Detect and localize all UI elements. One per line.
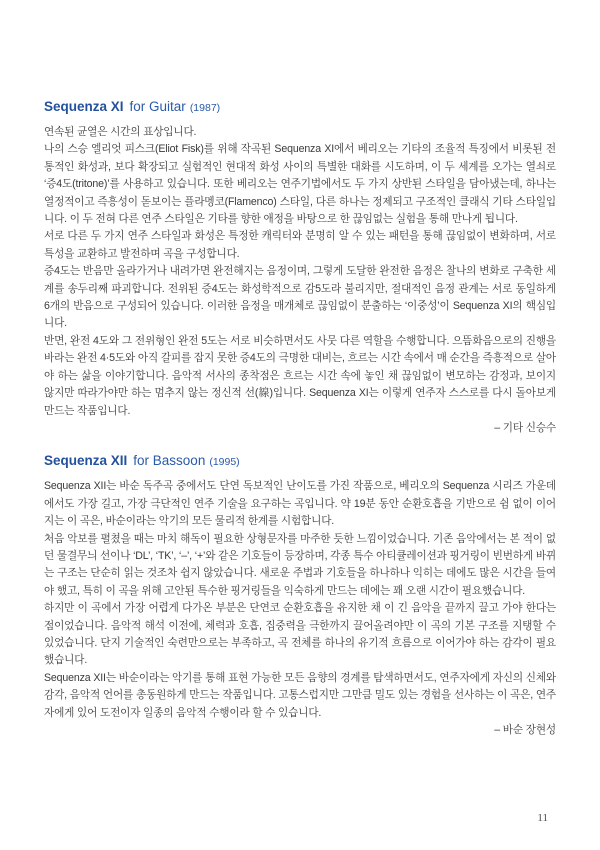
section-sequenza-xii: [44, 452, 556, 739]
paragraph: Sequenza XII는 바순 독주곡 중에서도 단연 독보적인 난이도를 가진 작품으로, 베리오의 Sequenza 시리즈 가운데에서도 가장 길고, 가장 극단적인 연주 기술을 요구하는 곡입니다. 약 19분 동안 순환호흡을 기반으로 쉼 없이 이어지는 이 곡은, 바순이라는 악기의 모든 물리적 한계를 시험합니다.: [44, 480, 556, 528]
work-title: Sequenza XI: [44, 99, 124, 114]
paragraph: 증4도는 반음만 올라가거나 내려가면 완전해지는 음정이며, 그렇게 도달한 완전한 음정은 찰나의 변화로 구축한 세계를 송두리째 파괴합니다. 전위된 증4도는 화성학적으로 감5도라 불리지만, 절대적인 음정 관계는 서로 동일하게 6개의 반음으로 구성되어 있습니다. 이러한 음정을 매개체로 끊임없이 분출하는 ‘이중성’이 Sequenza XI의 핵심입니다.: [44, 265, 556, 330]
paragraph: 서로 다른 두 가지 연주 스타일과 화성은 특정한 캐릭터와 분명히 알 수 있는 패턴을 통해 끊임없이 변화하며, 서로 특성을 교환하고 발전하며 곡을 구성합니다.: [44, 230, 556, 260]
paragraph: 처음 악보를 펼쳤을 때는 마치 해독이 필요한 상형문자를 마주한 듯한 느낌이었습니다. 기존 음악에서는 본 적이 없던 물결무늬 선이나 ‘DL’, ‘TK’, ‘–’, ‘+’와 같은 기호들이 등장하며, 각종 특수 아티큘레이션과 핑거링이 빈번하게 바뀌는 구조는 단순히 읽는 것조차 쉽지 않았습니다. 새로운 주법과 기호들을 하나하나 익히는 데에도 많은 시간을 들여야 했고, 특히 이 곡을 위해 고안된 특수한 핑거링들을 익숙하게 만드는 데에는 꽤 오랜 시간이 필요했습니다.: [44, 532, 556, 597]
section-sequenza-xi: [44, 98, 556, 437]
page-number: 11: [537, 812, 548, 824]
signature-bassoon: – 바순 장현성: [494, 724, 556, 736]
paragraph: 연속된 균열은 시간의 표상입니다.: [44, 126, 197, 138]
work-instrument: for Bassoon: [133, 453, 206, 469]
work-title: Sequenza XII: [44, 453, 128, 469]
section-title-sequenza-xii: [44, 452, 556, 471]
work-instrument: for Guitar: [129, 99, 186, 114]
paragraph: 반면, 완전 4도와 그 전위형인 완전 5도는 서로 비슷하면서도 사뭇 다른 역할을 수행합니다. 으뜸화음으로의 진행을 바라는 완전 4·5도와 아직 갈피를 잡지 못한 증4도의 극명한 대비는, 흐르는 시간 속에서 매 순간을 즉흥적으로 살아야 하는 삶을 이야기합니다. 음악적 서사의 종착점은 흐르는 시간 속에 놓인 채 끊임없이 변모하는 감정과, 보이지 않지만 따라가야만 하는 멈추지 않는 정신적 선(線)입니다. Sequenza XI는 이렇게 연주자 스스로를 다시 돌아보게 만드는 작품입니다.: [44, 334, 556, 417]
signature-guitar: – 기타 신승수: [494, 421, 556, 434]
work-year: (1987): [189, 102, 221, 114]
paragraph: Sequenza XII는 바순이라는 악기를 통해 표현 가능한 모든 음향의 경계를 탐색하면서도, 연주자에게 자신의 신체와 감각, 음악적 언어를 총동원하게 만드는 작품입니다. 고통스럽지만 그만큼 밀도 있는 경험을 선사하는 이 곡은, 연주자에게 있어 도전이자 일종의 음악적 수행이라 할 수 있습니다.: [44, 671, 556, 719]
paragraph: 나의 스승 엘리엇 피스크(Eliot Fisk)를 위해 작곡된 Sequenza XI에서 베리오는 기타의 조율적 특징에서 비롯된 전통적인 화성과, 보다 확장되고 실험적인 현대적 화성 사이의 특별한 대화를 시도하며, 이 두 세계를 오가는 열쇠로 ‘증4도(tritone)’를 사용하고 있습니다. 또한 베리오는 연주기법에서도 두 가지 상반된 스타일을 담아냈는데, 하나는 열정적이고 즉흥성이 돋보이는 플라멩코(Flamenco) 스타일, 다른 하나는 정제되고 구조적인 클래식 기타 스타일입니다. 이 두 전혀 다른 연주 스타일은 기타를 향한 애정을 바탕으로 한 끊임없는 실험을 통해 만나게 됩니다.: [44, 143, 556, 226]
paragraph: 하지만 이 곡에서 가장 어렵게 다가온 부분은 단연코 순환호흡을 유지한 채 이 긴 음악을 끝까지 끌고 가야 한다는 점이었습니다. 음악적 해석 이전에, 체력과 호흡, 집중력을 극한까지 끌어올려야만 이 곡의 기본 구조를 지탱할 수 있었습니다. 단지 기술적인 숙련만으로는 부족하고, 곡 전체를 하나의 유기적 흐름으로 이어가야 하는 감각이 필요했습니다.: [44, 602, 556, 667]
work-year: (1995): [209, 456, 240, 469]
section-title-sequenza-xi: [44, 98, 556, 117]
